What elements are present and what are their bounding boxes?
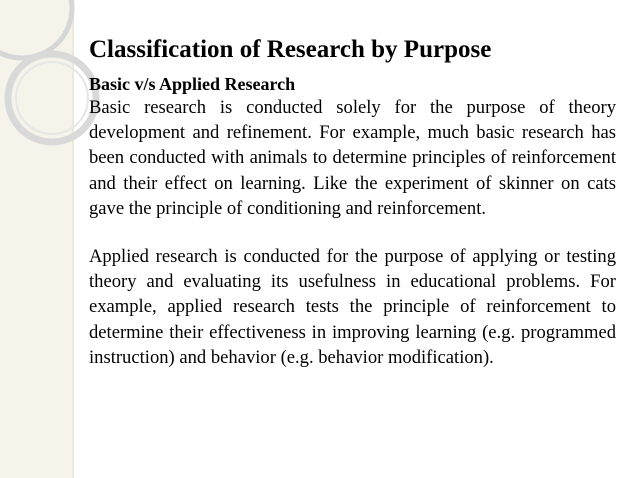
decorative-ring-middle: [8, 54, 96, 142]
slide-title: Classification of Research by Purpose: [89, 36, 492, 63]
applied-research-paragraph: Applied research is conducted for the purpose of applying or testing theory and evaluating its usefulness in educational problems. For example, applied research tests the principle of reinforcement to determine their effectiveness in improving learning (e.g. programmed instruction) and behavior (e.g. behavior modification).: [89, 246, 616, 368]
decorative-ring-inner: [16, 62, 88, 134]
slide-content: [89, 34, 616, 370]
decorative-ring-top: [0, 0, 72, 58]
section-subheading: Basic v/s Applied Research: [89, 74, 296, 94]
basic-research-paragraph: Basic research is conducted solely for the purpose of theory development and refinement. For example, much basic research has been conducted with animals to determine principles of reinforcement and their effect on learning. Like the experiment of skinner on cats gave the principle of conditioning and reinforcement.: [89, 97, 616, 219]
